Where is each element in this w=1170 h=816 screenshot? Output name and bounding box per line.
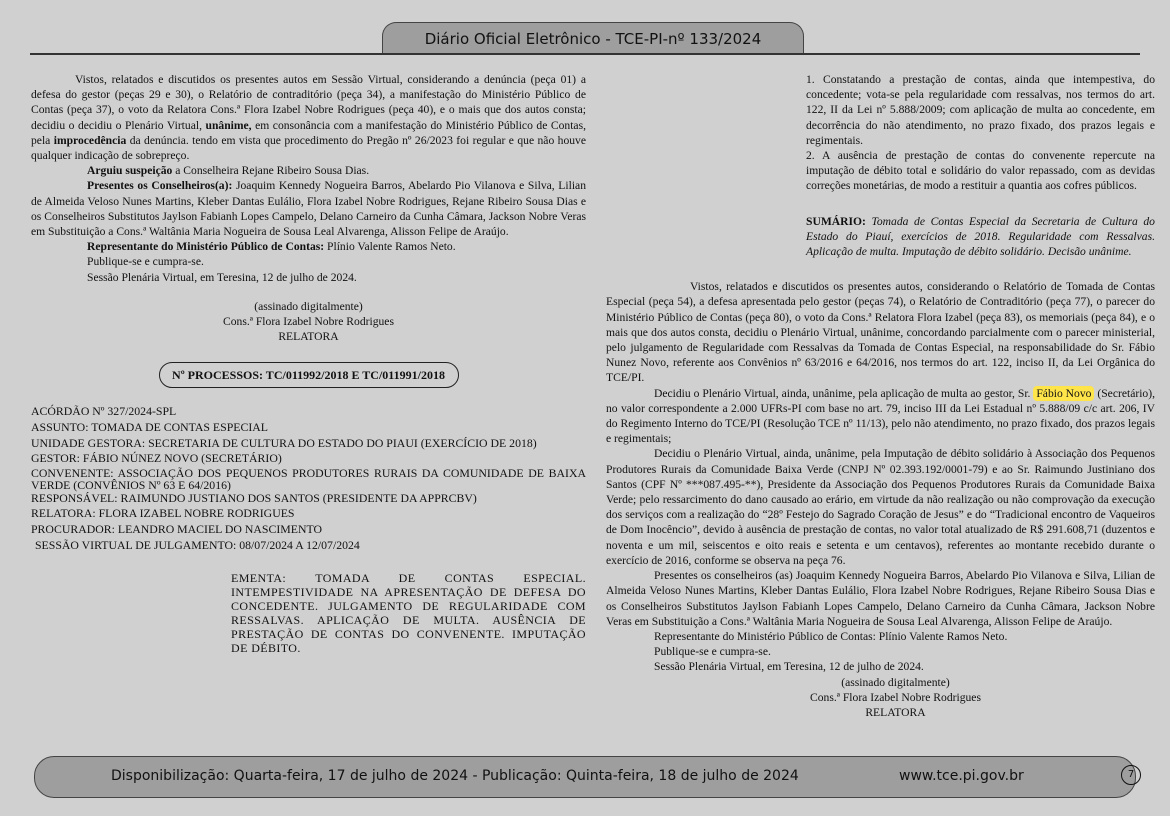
vote-item-2: 2. A ausência de prestação de contas do convenente repercute na imputação de débito total e solidário do valor repassado, com as devidas correções monetárias, de modo a restituir a quantia aos cofres públicos. [806, 149, 1155, 193]
debit-paragraph: Decidiu o Plenário Virtual, ainda, unânime, pela Imputação de débito solidário à Associação dos Pequenos Produtores Rurais da Comunidade Baixa Verde (CNPJ Nº 02.393.192/0001-79) e ao Sr. Raimundo Justiniano dos Santos (CPF Nº ***087.495-**), Presidente da Associação dos Pequenos Produtores Rurais da Comunidade Baixa Verde; pelo ressarcimento do dano causado ao erário, em virtude da não realização ou não comprovação da execução dos serviços com a realização do “28º Festejo do Sagrado Coração de Jesus” e do “Tradicional encontro de Vaqueiros de Dom Inocêncio”, devido à ausência de prestação de contas, no valor total atualizado de R$ 291.608,71 (duzentos e noventa e um mil, seiscentos e oito reais e setenta e um centavos), referentes ao montante recebido durante o exercício de 2016, conforme se observa na peça 76. [606, 447, 1155, 567]
signature-name: Cons.ª Flora Izabel Nobre Rodrigues [810, 690, 981, 704]
session-line: Sessão Plenária Virtual, em Teresina, 12 de julho de 2024. [654, 660, 924, 674]
meta-line: RELATORA: FLORA IZABEL NOBRE RODRIGUES [31, 506, 295, 521]
signature-note: (assinado digitalmente) [254, 299, 363, 313]
signature-note: (assinado digitalmente) [841, 675, 950, 689]
header-divider [30, 53, 1140, 55]
meta-line: UNIDADE GESTORA: SECRETARIA DE CULTURA DO ESTADO DO PIAUI (EXERCÍCIO DE 2018) [31, 435, 537, 450]
signature-role: RELATORA [278, 330, 339, 344]
session-line: Sessão Plenária Virtual, em Teresina, 12 de julho de 2024. [87, 270, 357, 284]
fine-paragraph: Decidiu o Plenário Virtual, ainda, unânime, pela aplicação de multa ao gestor, Sr. Fábio Novo (Secretário), no valor correspondente a 2.000 UFRs-PI com base no art. 79, inciso III da Lei Estadual nº 5.888/09 c/c art. 206, IV do Regimento Interno do TCE/PI (Resolução TCE nº 11/13), pelo não atendimento, no prazo fixado, dos prazos legais e regimentais; [606, 386, 1155, 446]
summary: SUMÁRIO: Tomada de Contas Especial da Secretaria de Cultura do Estado do Piauí, exercícios de 2018. Regularidade com Ressalvas. Aplicação de multa. Imputação de débito solidário. Decisão unânime. [806, 214, 1155, 259]
highlighted-name: Fábio Novo [1033, 386, 1094, 401]
site-link[interactable]: www.tce.pi.gov.br [899, 768, 1024, 784]
meta-line: ASSUNTO: TOMADA DE CONTAS ESPECIAL [31, 420, 268, 435]
meta-line: RESPONSÁVEL: RAIMUNDO JUSTIANO DOS SANTOS (PRESIDENTE DA APPRCBV) [31, 490, 477, 505]
footer-bar [34, 756, 1136, 798]
publish-line: Publique-se e cumpra-se. [654, 645, 771, 659]
meta-line: SESSÃO VIRTUAL DE JULGAMENTO: 08/07/2024 A 12/07/2024 [35, 537, 360, 552]
decision-paragraph: Vistos, relatados e discutidos os presentes autos, considerando o Relatório de Tomada de Contas Especial (peça 54), a defesa apresentada pelo gestor (peças 74), o Relatório de Contraditório (peça 77), o parecer do Ministério Público de Contas (peça 80), o voto da Cons.ª Relatora Flora Izabel (peça 83), os memoriais (peça 84), e o mais que dos autos consta, decidiu o Plenário Virtual, unânime, concordando parcialmente com o parecer ministerial, pelo julgamento de Regularidade com Ressalvas da Tomada de Contas Especial, na responsabilidade do Sr. Fábio Nunez Novo, referente aos Convênios nº 63/2016 e 64/2016, nos termos do art. 122, inciso II, da Lei Orgânica do TCE/PI. [606, 280, 1155, 385]
case-metadata [31, 404, 586, 553]
header-title: Diário Oficial Eletrônico - TCE-PI-nº 133/2024 [382, 22, 804, 53]
present-councillors: Presentes os Conselheiros(a): Joaquim Kennedy Nogueira Barros, Abelardo Pio Vilanova e Silva, Lilian de Almeida Veloso Nunes Martins, Kleber Dantas Eulálio, Flora Izabel Nobre Rodrigues, Rejane Ribeiro Sousa Dias e os Conselheiros Substitutos Jaylson Fabianh Lopes Campelo, Delano Carneiro da Cunha Câmara, Jackson Nobre Veras em Substituição a Cons.ª Waltânia Maria Nogueira de Sousa Leal Alvarenga, Alisson Felipe de Araújo. [31, 179, 586, 239]
suspicion-line: Arguiu suspeição a Conselheira Rejane Ribeiro Sousa Dias. [87, 164, 370, 178]
meta-line: PROCURADOR: LEANDRO MACIEL DO NASCIMENTO [31, 522, 323, 537]
publish-line: Publique-se e cumpra-se. [87, 255, 204, 269]
vote-item-1: 1. Constatando a prestação de contas, ainda que intempestiva, do concedente; vota-se pela regularidade com ressalvas, nos termos do art. 122, II da Lei nº 5.888/2009; com aplicação de multa ao concedente, em decorrência do não atendimento, no prazo fixado, dos prazos legais e regimentais. [806, 73, 1155, 147]
meta-line: CONVENENTE: ASSOCIAÇÃO DOS PEQUENOS PRODUTORES RURAIS DA COMUNIDADE DE BAIXA VERDE (CONVÊNIOS Nº 63 E 64/2016) [31, 465, 586, 492]
decision-paragraph: Vistos, relatados e discutidos os presentes autos em Sessão Virtual, considerando a denúncia (peça 01) a defesa do gestor (peças 29 e 30), o Relatório de contraditório (peça 34), a manifestação do Ministério Público de Contas (peça 37), o voto da Relatora Cons.ª Flora Izabel Nobre Rodrigues (peça 40), e o mais que dos autos consta; decidiu o decidiu o Plenário Virtual, unânime, em consonância com a manifestação do Ministério Público de Contas, pela improcedência da denúncia. tendo em vista que procedimento do Pregão nº 26/2023 foi regular e que não houve qualquer indicação de sobrepreço. [31, 73, 586, 163]
signature-role: RELATORA [865, 705, 926, 719]
left-column [31, 72, 586, 655]
page-number: 7 [1121, 765, 1141, 785]
ementa: EMENTA: TOMADA DE CONTAS ESPECIAL. INTEMPESTIVIDADE NA APRESENTAÇÃO DE DEFESA DO CONCEDENTE. JULGAMENTO DE REGULARIDADE COM RESSALVAS. APLICAÇÃO DE MULTA. AUSÊNCIA DE PRESTAÇÃO DE CONTAS DO CONVENENTE. IMPUTAÇÃO DE DÉBITO. [231, 571, 586, 656]
publication-dates: Disponibilização: Quarta-feira, 17 de julho de 2024 - Publicação: Quinta-feira, 18 de julho de 2024 [111, 768, 799, 784]
present-councillors: Presentes os conselheiros (as) Joaquim Kennedy Nogueira Barros, Abelardo Pio Vilanova e Silva, Lilian de Almeida Veloso Nunes Martins, Kleber Dantas Eulálio, Flora Izabel Nobre Rodrigues, Rejane Ribeiro Sousa Dias e os Conselheiros Substitutos Jaylson Fabianh Lopes Campelo, Delano Carneiro da Cunha Câmara, Jackson Nobre Veras em Substituição a Cons.ª Waltânia Maria Nogueira de Sousa Leal Alvarenga, Alisson Felipe de Araújo. [606, 569, 1155, 628]
process-numbers-box: Nº PROCESSOS: TC/011992/2018 E TC/011991/2018 [159, 362, 459, 388]
meta-line: ACÓRDÃO Nº 327/2024-SPL [31, 404, 177, 419]
signature-name: Cons.ª Flora Izabel Nobre Rodrigues [223, 315, 394, 329]
prosecutor-line: Representante do Ministério Público de Contas: Plínio Valente Ramos Neto. [654, 629, 1008, 643]
meta-line: GESTOR: FÁBIO NÚNEZ NOVO (SECRETÁRIO) [31, 451, 282, 466]
prosecutor-line: Representante do Ministério Público de Contas: Plínio Valente Ramos Neto. [87, 240, 456, 254]
right-column [606, 72, 1155, 720]
